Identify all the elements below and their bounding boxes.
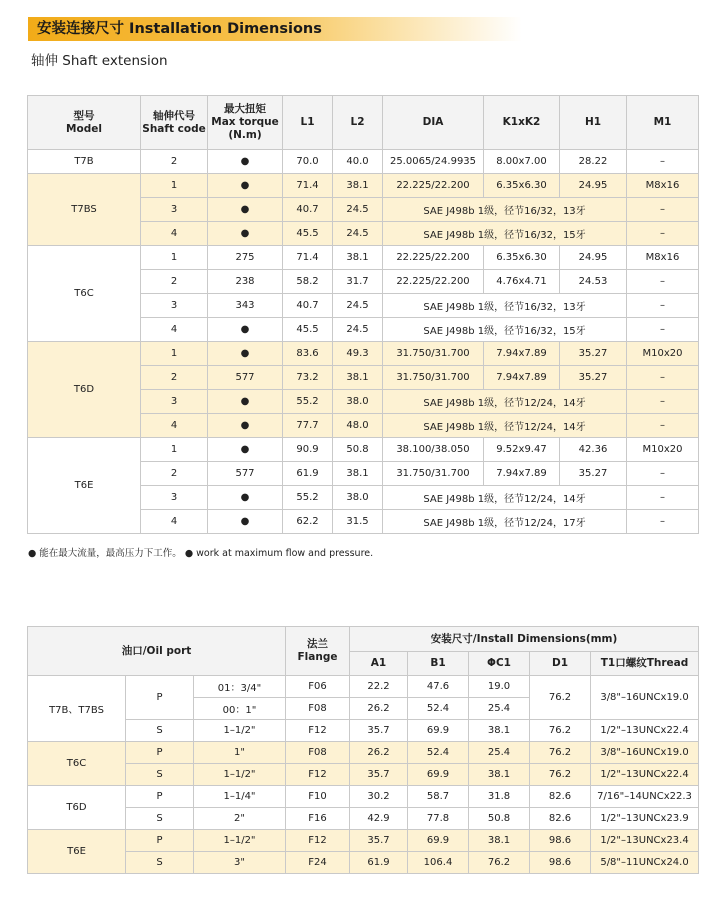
cell: 50.8 — [469, 808, 530, 830]
cell: 1–1/2" — [194, 764, 286, 786]
subheading: 轴伸 Shaft extension — [31, 53, 168, 69]
cell: 28.22 — [560, 150, 627, 174]
col-header-flange — [286, 627, 350, 676]
cell: 82.6 — [530, 808, 591, 830]
table-row — [28, 830, 699, 852]
cell: ● — [208, 342, 283, 366]
cell: 31.750/31.700 — [383, 342, 484, 366]
table-header-row — [28, 96, 699, 150]
cell: 48.0 — [333, 414, 383, 438]
cell: 76.2 — [530, 742, 591, 764]
cell: ● — [208, 414, 283, 438]
cell: 3/8"–16UNCx19.0 — [591, 676, 699, 720]
cell: M8x16 — [627, 174, 699, 198]
cell: 83.6 — [283, 342, 333, 366]
cell: 52.4 — [408, 742, 469, 764]
cell: 38.1 — [333, 246, 383, 270]
cell: S — [126, 852, 194, 874]
col-header-thread: T1口螺纹Thread — [591, 652, 699, 676]
cell: 31.8 — [469, 786, 530, 808]
cell: 24.95 — [560, 174, 627, 198]
col-header-model — [28, 96, 141, 150]
cell: 24.5 — [333, 318, 383, 342]
model-cell: T7B、T7BS — [28, 676, 126, 742]
cell: 38.0 — [333, 390, 383, 414]
cell: 00：1" — [194, 698, 286, 720]
cell: 26.2 — [350, 698, 408, 720]
cell: ● — [208, 198, 283, 222]
cell: 76.2 — [530, 720, 591, 742]
table-row — [28, 174, 699, 198]
cell: 98.6 — [530, 830, 591, 852]
cell: M10x20 — [627, 342, 699, 366]
cell: 38.1 — [469, 830, 530, 852]
cell: 1" — [194, 742, 286, 764]
cell: 76.2 — [530, 676, 591, 720]
cell: F10 — [286, 786, 350, 808]
col-header-h1: H1 — [560, 96, 627, 150]
cell: 47.6 — [408, 676, 469, 698]
cell: 38.100/38.050 — [383, 438, 484, 462]
cell: ● — [208, 318, 283, 342]
cell: 1 — [141, 174, 208, 198]
col-header-l2: L2 — [333, 96, 383, 150]
cell: 577 — [208, 366, 283, 390]
cell: 40.7 — [283, 294, 333, 318]
header-shaft-en: Shaft code — [142, 122, 206, 135]
model-cell: T6C — [28, 246, 141, 342]
cell: 52.4 — [408, 698, 469, 720]
cell: 2 — [141, 462, 208, 486]
cell: 42.9 — [350, 808, 408, 830]
model-cell: T6E — [28, 830, 126, 874]
cell: 40.7 — [283, 198, 333, 222]
cell: 2" — [194, 808, 286, 830]
cell: 35.27 — [560, 342, 627, 366]
spline-spec-cell: SAE J498b 1级，径节16/32，15牙 — [383, 318, 627, 342]
cell: 1–1/2" — [194, 830, 286, 852]
header-flange-cn: 法兰 — [307, 638, 328, 650]
table-row — [28, 786, 699, 808]
cell: 1 — [141, 342, 208, 366]
cell: F06 — [286, 676, 350, 698]
cell: F24 — [286, 852, 350, 874]
cell: 1/2"–13UNCx22.4 — [591, 720, 699, 742]
cell: 50.8 — [333, 438, 383, 462]
spline-spec-cell: SAE J498b 1级，径节12/24，14牙 — [383, 390, 627, 414]
cell: ● — [208, 150, 283, 174]
cell: 38.1 — [469, 764, 530, 786]
cell: P — [126, 676, 194, 720]
cell: ● — [208, 174, 283, 198]
cell: 38.1 — [333, 366, 383, 390]
cell: 69.9 — [408, 830, 469, 852]
model-cell: T6D — [28, 786, 126, 830]
cell: 73.2 — [283, 366, 333, 390]
cell: 24.53 — [560, 270, 627, 294]
spline-spec-cell: SAE J498b 1级，径节12/24，14牙 — [383, 414, 627, 438]
cell: 61.9 — [283, 462, 333, 486]
cell: 01：3/4" — [194, 676, 286, 698]
spline-spec-cell: SAE J498b 1级，径节16/32，13牙 — [383, 198, 627, 222]
cell: 82.6 — [530, 786, 591, 808]
cell: 8.00x7.00 — [484, 150, 560, 174]
cell: 1/2"–13UNCx23.4 — [591, 830, 699, 852]
model-cell: T6C — [28, 742, 126, 786]
cell: – — [627, 198, 699, 222]
cell: ● — [208, 510, 283, 534]
table-row — [28, 808, 699, 830]
cell: 90.9 — [283, 438, 333, 462]
cell: 3/8"–16UNCx19.0 — [591, 742, 699, 764]
cell: 31.7 — [333, 270, 383, 294]
cell: 19.0 — [469, 676, 530, 698]
cell: – — [627, 510, 699, 534]
cell: 45.5 — [283, 318, 333, 342]
col-header-torque — [208, 96, 283, 150]
cell: 76.2 — [469, 852, 530, 874]
cell: 4 — [141, 414, 208, 438]
model-cell: T6E — [28, 438, 141, 534]
table-row — [28, 676, 699, 698]
cell: F08 — [286, 698, 350, 720]
cell: 3 — [141, 198, 208, 222]
cell: 35.7 — [350, 720, 408, 742]
cell: S — [126, 720, 194, 742]
cell: F08 — [286, 742, 350, 764]
cell: 275 — [208, 246, 283, 270]
table-row — [28, 342, 699, 366]
model-cell: T7BS — [28, 174, 141, 246]
shaft-extension-table — [27, 95, 699, 534]
header-torque-en: Max torque — [211, 116, 279, 128]
table-row — [28, 852, 699, 874]
cell: 1/2"–13UNCx22.4 — [591, 764, 699, 786]
cell: ● — [208, 390, 283, 414]
cell: 38.1 — [333, 174, 383, 198]
col-header-l1: L1 — [283, 96, 333, 150]
cell: 577 — [208, 462, 283, 486]
cell: 55.2 — [283, 486, 333, 510]
cell: 98.6 — [530, 852, 591, 874]
cell: 6.35x6.30 — [484, 174, 560, 198]
cell: 4 — [141, 510, 208, 534]
cell: 7.94x7.89 — [484, 342, 560, 366]
cell: – — [627, 222, 699, 246]
col-header-a1: A1 — [350, 652, 408, 676]
cell: 5/8"–11UNCx24.0 — [591, 852, 699, 874]
header-model-cn: 型号 — [73, 109, 95, 122]
header-torque-unit: (N.m) — [228, 129, 262, 141]
cell: 343 — [208, 294, 283, 318]
cell: 2 — [141, 270, 208, 294]
table-header-row — [28, 627, 699, 652]
cell: 69.9 — [408, 720, 469, 742]
cell: 3 — [141, 390, 208, 414]
cell: S — [126, 764, 194, 786]
cell: F12 — [286, 830, 350, 852]
cell: 22.225/22.200 — [383, 270, 484, 294]
cell: 3" — [194, 852, 286, 874]
table-row — [28, 246, 699, 270]
col-header-dia: DIA — [383, 96, 484, 150]
cell: 2 — [141, 366, 208, 390]
cell: 26.2 — [350, 742, 408, 764]
oil-port-table — [27, 626, 699, 874]
cell: 70.0 — [283, 150, 333, 174]
col-header-m1: M1 — [627, 96, 699, 150]
col-header-install-dimensions: 安装尺寸/Install Dimensions(mm) — [350, 627, 699, 652]
cell: – — [627, 462, 699, 486]
cell: 4 — [141, 222, 208, 246]
cell: M8x16 — [627, 246, 699, 270]
cell: P — [126, 786, 194, 808]
cell: 238 — [208, 270, 283, 294]
spline-spec-cell: SAE J498b 1级，径节16/32，13牙 — [383, 294, 627, 318]
cell: 3 — [141, 294, 208, 318]
cell: 22.225/22.200 — [383, 246, 484, 270]
cell: 35.7 — [350, 830, 408, 852]
model-cell: T7B — [28, 150, 141, 174]
spline-spec-cell: SAE J498b 1级，径节12/24，14牙 — [383, 486, 627, 510]
cell: 1–1/2" — [194, 720, 286, 742]
cell: 38.1 — [469, 720, 530, 742]
cell: F12 — [286, 720, 350, 742]
cell: 58.7 — [408, 786, 469, 808]
header-model-en: Model — [66, 122, 102, 135]
cell: ● — [208, 438, 283, 462]
cell: 35.7 — [350, 764, 408, 786]
cell: 24.5 — [333, 198, 383, 222]
cell: 40.0 — [333, 150, 383, 174]
col-header-shaft-code — [141, 96, 208, 150]
cell: – — [627, 366, 699, 390]
cell: 22.225/22.200 — [383, 174, 484, 198]
cell: 22.2 — [350, 676, 408, 698]
section-title: 安装连接尺寸 Installation Dimensions — [37, 21, 322, 37]
table-row — [28, 764, 699, 786]
cell: 31.5 — [333, 510, 383, 534]
cell: 1 — [141, 246, 208, 270]
cell: 4 — [141, 318, 208, 342]
cell: – — [627, 318, 699, 342]
header-flange-en: Flange — [297, 651, 338, 663]
cell: 24.5 — [333, 222, 383, 246]
table-row — [28, 742, 699, 764]
cell: 7/16"–14UNCx22.3 — [591, 786, 699, 808]
cell: – — [627, 294, 699, 318]
cell: P — [126, 830, 194, 852]
cell: 61.9 — [350, 852, 408, 874]
cell: 71.4 — [283, 174, 333, 198]
cell: 38.1 — [333, 462, 383, 486]
cell: 3 — [141, 486, 208, 510]
cell: 4.76x4.71 — [484, 270, 560, 294]
cell: 25.0065/24.9935 — [383, 150, 484, 174]
spline-spec-cell: SAE J498b 1级，径节12/24，17牙 — [383, 510, 627, 534]
cell: ● — [208, 222, 283, 246]
cell: 25.4 — [469, 742, 530, 764]
col-header-d1: D1 — [530, 652, 591, 676]
cell: 7.94x7.89 — [484, 462, 560, 486]
cell: 24.95 — [560, 246, 627, 270]
cell: S — [126, 808, 194, 830]
col-header-k1xk2: K1xK2 — [484, 96, 560, 150]
cell: F16 — [286, 808, 350, 830]
cell: 49.3 — [333, 342, 383, 366]
cell: 77.8 — [408, 808, 469, 830]
cell: 77.7 — [283, 414, 333, 438]
table-row — [28, 438, 699, 462]
cell: 24.5 — [333, 294, 383, 318]
header-torque-cn: 最大扭矩 — [224, 103, 266, 115]
cell: 38.0 — [333, 486, 383, 510]
cell: 58.2 — [283, 270, 333, 294]
col-header-c1: ΦC1 — [469, 652, 530, 676]
cell: 2 — [141, 150, 208, 174]
cell: 35.27 — [560, 462, 627, 486]
cell: – — [627, 270, 699, 294]
cell: F12 — [286, 764, 350, 786]
footnote: ● 能在最大流量，最高压力下工作。 ● work at maximum flow and pressure. — [28, 548, 374, 559]
cell: 1/2"–13UNCx23.9 — [591, 808, 699, 830]
cell: – — [627, 414, 699, 438]
cell: – — [627, 390, 699, 414]
cell: M10x20 — [627, 438, 699, 462]
table-row — [28, 150, 699, 174]
cell: 30.2 — [350, 786, 408, 808]
cell: 106.4 — [408, 852, 469, 874]
cell: 35.27 — [560, 366, 627, 390]
cell: 71.4 — [283, 246, 333, 270]
col-header-oil-port: 油口/Oil port — [28, 627, 286, 676]
cell: 42.36 — [560, 438, 627, 462]
cell: 55.2 — [283, 390, 333, 414]
cell: 76.2 — [530, 764, 591, 786]
model-cell: T6D — [28, 342, 141, 438]
cell: 69.9 — [408, 764, 469, 786]
cell: 25.4 — [469, 698, 530, 720]
cell: P — [126, 742, 194, 764]
spline-spec-cell: SAE J498b 1级，径节16/32，15牙 — [383, 222, 627, 246]
cell: 62.2 — [283, 510, 333, 534]
cell: 45.5 — [283, 222, 333, 246]
cell: 1 — [141, 438, 208, 462]
cell: ● — [208, 486, 283, 510]
header-shaft-cn: 轴伸代号 — [153, 109, 195, 122]
table-row — [28, 720, 699, 742]
col-header-b1: B1 — [408, 652, 469, 676]
cell: 31.750/31.700 — [383, 462, 484, 486]
cell: 9.52x9.47 — [484, 438, 560, 462]
cell: – — [627, 486, 699, 510]
cell: 31.750/31.700 — [383, 366, 484, 390]
cell: – — [627, 150, 699, 174]
cell: 6.35x6.30 — [484, 246, 560, 270]
cell: 1–1/4" — [194, 786, 286, 808]
cell: 7.94x7.89 — [484, 366, 560, 390]
